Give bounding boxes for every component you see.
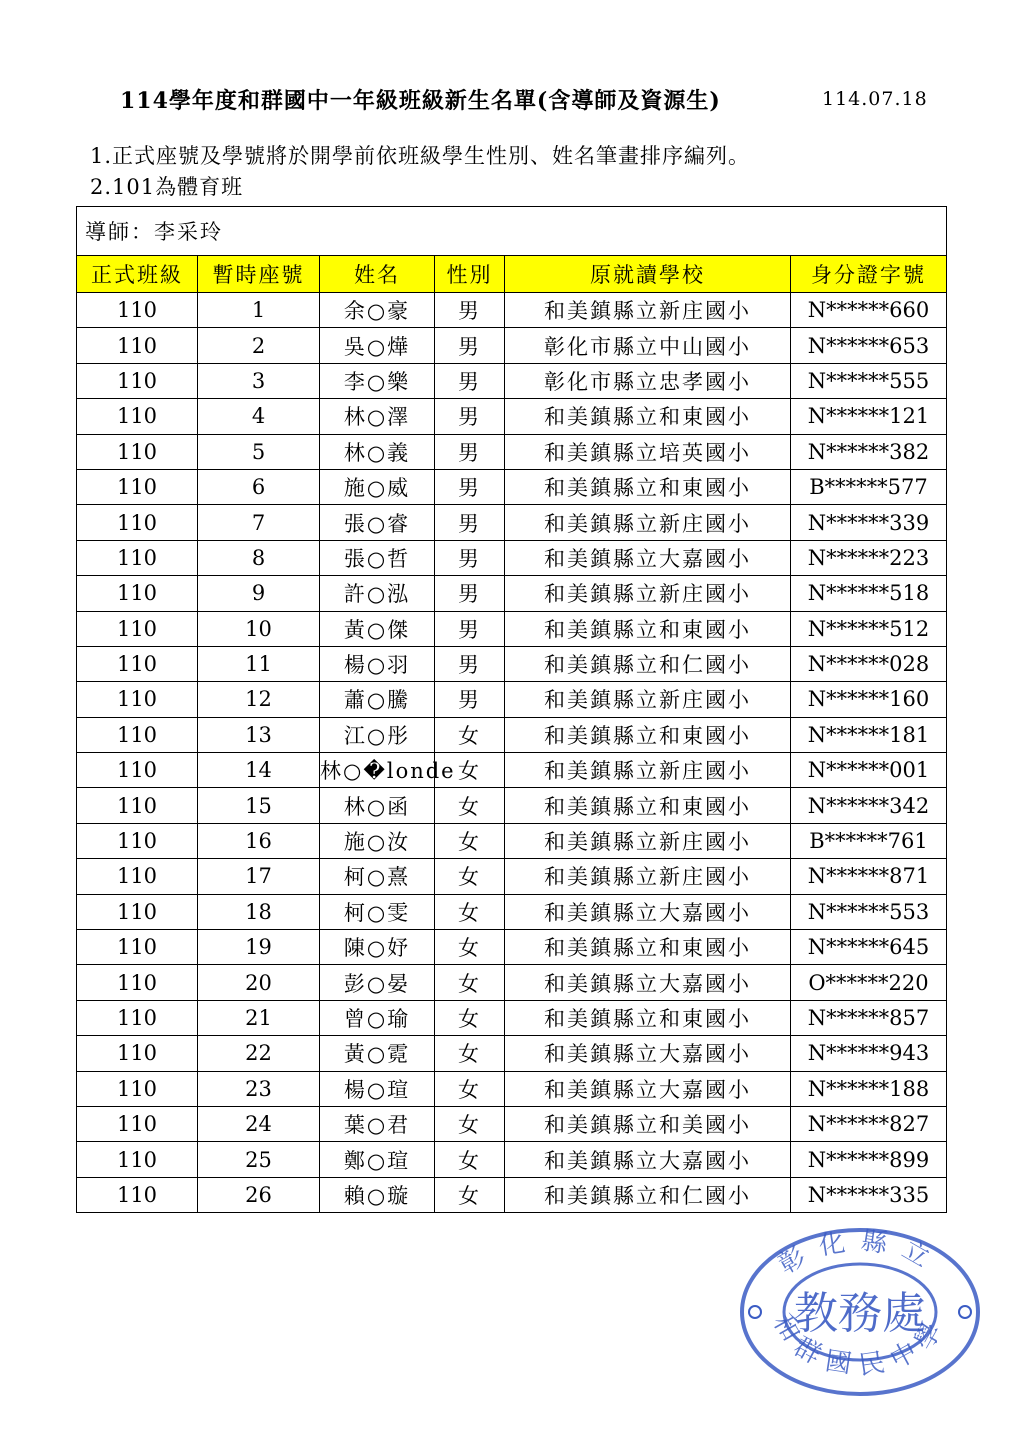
cell-id: N******121 bbox=[791, 399, 947, 434]
table-row bbox=[77, 1036, 947, 1071]
cell-school: 和美鎮縣立新庄國小 bbox=[505, 859, 791, 894]
cell-class: 110 bbox=[77, 1106, 198, 1141]
cell-id: N******645 bbox=[791, 930, 947, 965]
cell-id: N******553 bbox=[791, 894, 947, 929]
cell-name: 彭○晏 bbox=[320, 965, 435, 1000]
document-date: 114.07.18 bbox=[822, 88, 928, 110]
col-header-name: 姓名 bbox=[320, 256, 435, 293]
cell-name: 蕭○騰 bbox=[320, 682, 435, 717]
cell-school: 和美鎮縣立新庄國小 bbox=[505, 293, 791, 328]
cell-name: 施○汝 bbox=[320, 823, 435, 858]
office-seal-stamp bbox=[737, 1224, 983, 1400]
cell-gender: 男 bbox=[435, 646, 505, 681]
cell-temp-seat: 16 bbox=[198, 823, 320, 858]
cell-id: B******761 bbox=[791, 823, 947, 858]
cell-school: 和美鎮縣立大嘉國小 bbox=[505, 1071, 791, 1106]
cell-school: 和美鎮縣立和東國小 bbox=[505, 788, 791, 823]
cell-id: N******555 bbox=[791, 363, 947, 398]
col-header-school: 原就讀學校 bbox=[505, 256, 791, 293]
cell-gender: 女 bbox=[435, 965, 505, 1000]
cell-id: N******001 bbox=[791, 753, 947, 788]
cell-temp-seat: 18 bbox=[198, 894, 320, 929]
cell-name: 張○哲 bbox=[320, 540, 435, 575]
cell-temp-seat: 14 bbox=[198, 753, 320, 788]
cell-class: 110 bbox=[77, 576, 198, 611]
cell-gender: 男 bbox=[435, 434, 505, 469]
cell-gender: 女 bbox=[435, 788, 505, 823]
cell-gender: 女 bbox=[435, 823, 505, 858]
svg-text:彰化縣立: 彰化縣立 bbox=[773, 1225, 947, 1281]
cell-name: 葉○君 bbox=[320, 1106, 435, 1141]
cell-gender: 男 bbox=[435, 469, 505, 504]
table-row bbox=[77, 965, 947, 1000]
cell-gender: 男 bbox=[435, 505, 505, 540]
seal-center-text: 教務處 bbox=[794, 1288, 926, 1339]
cell-school: 和美鎮縣立大嘉國小 bbox=[505, 1036, 791, 1071]
cell-temp-seat: 13 bbox=[198, 717, 320, 752]
cell-gender: 男 bbox=[435, 328, 505, 363]
table-row bbox=[77, 717, 947, 752]
table-row bbox=[77, 682, 947, 717]
cell-gender: 女 bbox=[435, 930, 505, 965]
table-row bbox=[77, 293, 947, 328]
cell-temp-seat: 11 bbox=[198, 646, 320, 681]
cell-gender: 女 bbox=[435, 859, 505, 894]
cell-school: 和美鎮縣立和仁國小 bbox=[505, 1177, 791, 1212]
cell-name: 柯○熹 bbox=[320, 859, 435, 894]
cell-id: O******220 bbox=[791, 965, 947, 1000]
cell-class: 110 bbox=[77, 646, 198, 681]
cell-gender: 男 bbox=[435, 540, 505, 575]
teacher-row bbox=[77, 207, 947, 256]
cell-school: 和美鎮縣立大嘉國小 bbox=[505, 965, 791, 1000]
cell-class: 110 bbox=[77, 859, 198, 894]
cell-temp-seat: 1 bbox=[198, 293, 320, 328]
cell-name: 黃○霓 bbox=[320, 1036, 435, 1071]
cell-name: 黃○傑 bbox=[320, 611, 435, 646]
table-row bbox=[77, 859, 947, 894]
table-row bbox=[77, 505, 947, 540]
cell-temp-seat: 26 bbox=[198, 1177, 320, 1212]
cell-name: 鄭○瑄 bbox=[320, 1142, 435, 1177]
cell-id: N******857 bbox=[791, 1000, 947, 1035]
cell-name: 陳○妤 bbox=[320, 930, 435, 965]
cell-class: 110 bbox=[77, 505, 198, 540]
cell-temp-seat: 6 bbox=[198, 469, 320, 504]
cell-temp-seat: 8 bbox=[198, 540, 320, 575]
cell-school: 和美鎮縣立和美國小 bbox=[505, 1106, 791, 1141]
cell-name: 林○函 bbox=[320, 788, 435, 823]
table-header-row bbox=[77, 256, 947, 293]
cell-id: N******339 bbox=[791, 505, 947, 540]
cell-class: 110 bbox=[77, 540, 198, 575]
cell-school: 和美鎮縣立和東國小 bbox=[505, 399, 791, 434]
cell-id: N******518 bbox=[791, 576, 947, 611]
cell-class: 110 bbox=[77, 717, 198, 752]
cell-temp-seat: 25 bbox=[198, 1142, 320, 1177]
col-header-gender: 性別 bbox=[435, 256, 505, 293]
col-header-class: 正式班級 bbox=[77, 256, 198, 293]
cell-school: 和美鎮縣立和東國小 bbox=[505, 717, 791, 752]
cell-class: 110 bbox=[77, 611, 198, 646]
cell-school: 和美鎮縣立和東國小 bbox=[505, 930, 791, 965]
cell-gender: 女 bbox=[435, 1177, 505, 1212]
student-roster-table bbox=[76, 206, 947, 1213]
table-row bbox=[77, 646, 947, 681]
cell-name: 吳○燁 bbox=[320, 328, 435, 363]
cell-school: 彰化市縣立忠孝國小 bbox=[505, 363, 791, 398]
cell-class: 110 bbox=[77, 328, 198, 363]
cell-school: 和美鎮縣立新庄國小 bbox=[505, 682, 791, 717]
cell-id: B******577 bbox=[791, 469, 947, 504]
cell-name: 賴○璇 bbox=[320, 1177, 435, 1212]
table-row bbox=[77, 753, 947, 788]
cell-gender: 男 bbox=[435, 682, 505, 717]
cell-temp-seat: 12 bbox=[198, 682, 320, 717]
cell-temp-seat: 10 bbox=[198, 611, 320, 646]
cell-id: N******342 bbox=[791, 788, 947, 823]
cell-gender: 女 bbox=[435, 1071, 505, 1106]
table-row bbox=[77, 894, 947, 929]
cell-temp-seat: 3 bbox=[198, 363, 320, 398]
table-row bbox=[77, 930, 947, 965]
cell-school: 和美鎮縣立大嘉國小 bbox=[505, 1142, 791, 1177]
cell-gender: 男 bbox=[435, 399, 505, 434]
cell-name: 林○�londe bbox=[320, 753, 435, 788]
cell-class: 110 bbox=[77, 293, 198, 328]
table-row bbox=[77, 540, 947, 575]
cell-class: 110 bbox=[77, 1177, 198, 1212]
cell-name: 施○威 bbox=[320, 469, 435, 504]
cell-id: N******827 bbox=[791, 1106, 947, 1141]
table-row bbox=[77, 363, 947, 398]
cell-id: N******335 bbox=[791, 1177, 947, 1212]
cell-class: 110 bbox=[77, 894, 198, 929]
cell-gender: 男 bbox=[435, 576, 505, 611]
cell-temp-seat: 15 bbox=[198, 788, 320, 823]
cell-gender: 男 bbox=[435, 293, 505, 328]
cell-gender: 男 bbox=[435, 363, 505, 398]
cell-gender: 女 bbox=[435, 1000, 505, 1035]
table-row bbox=[77, 1142, 947, 1177]
cell-name: 李○樂 bbox=[320, 363, 435, 398]
cell-school: 和美鎮縣立大嘉國小 bbox=[505, 894, 791, 929]
cell-name: 林○義 bbox=[320, 434, 435, 469]
cell-class: 110 bbox=[77, 1036, 198, 1071]
cell-class: 110 bbox=[77, 434, 198, 469]
table-row bbox=[77, 399, 947, 434]
table-row bbox=[77, 434, 947, 469]
cell-id: N******943 bbox=[791, 1036, 947, 1071]
cell-school: 和美鎮縣立新庄國小 bbox=[505, 823, 791, 858]
cell-class: 110 bbox=[77, 1000, 198, 1035]
cell-school: 和美鎮縣立新庄國小 bbox=[505, 753, 791, 788]
cell-class: 110 bbox=[77, 469, 198, 504]
cell-temp-seat: 22 bbox=[198, 1036, 320, 1071]
teacher-name: 導師：李采玲 bbox=[77, 207, 947, 256]
table-row bbox=[77, 328, 947, 363]
cell-name: 林○澤 bbox=[320, 399, 435, 434]
cell-gender: 女 bbox=[435, 753, 505, 788]
col-header-temp-seat: 暫時座號 bbox=[198, 256, 320, 293]
cell-class: 110 bbox=[77, 753, 198, 788]
col-header-id: 身分證字號 bbox=[791, 256, 947, 293]
document-title: 114學年度和群國中一年級班級新生名單(含導師及資源生) bbox=[120, 88, 721, 114]
cell-temp-seat: 20 bbox=[198, 965, 320, 1000]
cell-name: 江○彤 bbox=[320, 717, 435, 752]
cell-school: 彰化市縣立中山國小 bbox=[505, 328, 791, 363]
cell-id: N******223 bbox=[791, 540, 947, 575]
svg-text:和群國民中學: 和群國民中學 bbox=[766, 1309, 954, 1382]
cell-class: 110 bbox=[77, 399, 198, 434]
cell-class: 110 bbox=[77, 823, 198, 858]
cell-class: 110 bbox=[77, 1071, 198, 1106]
table-row bbox=[77, 788, 947, 823]
cell-name: 曾○瑜 bbox=[320, 1000, 435, 1035]
table-row bbox=[77, 1071, 947, 1106]
cell-temp-seat: 7 bbox=[198, 505, 320, 540]
cell-name: 許○泓 bbox=[320, 576, 435, 611]
table-row bbox=[77, 611, 947, 646]
cell-id: N******382 bbox=[791, 434, 947, 469]
cell-id: N******512 bbox=[791, 611, 947, 646]
cell-class: 110 bbox=[77, 1142, 198, 1177]
cell-class: 110 bbox=[77, 363, 198, 398]
cell-gender: 男 bbox=[435, 611, 505, 646]
cell-gender: 女 bbox=[435, 717, 505, 752]
cell-gender: 女 bbox=[435, 1036, 505, 1071]
cell-temp-seat: 4 bbox=[198, 399, 320, 434]
table-row bbox=[77, 1000, 947, 1035]
note-1: 1.正式座號及學號將於開學前依班級學生性別、姓名筆畫排序編列。 bbox=[90, 144, 751, 168]
cell-temp-seat: 9 bbox=[198, 576, 320, 611]
cell-id: N******871 bbox=[791, 859, 947, 894]
cell-gender: 女 bbox=[435, 1142, 505, 1177]
table-row bbox=[77, 823, 947, 858]
table-row bbox=[77, 1106, 947, 1141]
cell-temp-seat: 5 bbox=[198, 434, 320, 469]
cell-name: 楊○羽 bbox=[320, 646, 435, 681]
cell-gender: 女 bbox=[435, 1106, 505, 1141]
cell-school: 和美鎮縣立和東國小 bbox=[505, 469, 791, 504]
cell-class: 110 bbox=[77, 788, 198, 823]
cell-name: 楊○瑄 bbox=[320, 1071, 435, 1106]
cell-temp-seat: 21 bbox=[198, 1000, 320, 1035]
cell-temp-seat: 17 bbox=[198, 859, 320, 894]
note-2: 2.101為體育班 bbox=[90, 175, 244, 199]
cell-id: N******653 bbox=[791, 328, 947, 363]
cell-temp-seat: 23 bbox=[198, 1071, 320, 1106]
cell-class: 110 bbox=[77, 930, 198, 965]
cell-name: 余○豪 bbox=[320, 293, 435, 328]
table-row bbox=[77, 576, 947, 611]
cell-id: N******028 bbox=[791, 646, 947, 681]
cell-school: 和美鎮縣立培英國小 bbox=[505, 434, 791, 469]
table-row bbox=[77, 469, 947, 504]
cell-school: 和美鎮縣立和仁國小 bbox=[505, 646, 791, 681]
cell-id: N******188 bbox=[791, 1071, 947, 1106]
cell-id: N******181 bbox=[791, 717, 947, 752]
cell-id: N******160 bbox=[791, 682, 947, 717]
cell-school: 和美鎮縣立新庄國小 bbox=[505, 505, 791, 540]
cell-id: N******899 bbox=[791, 1142, 947, 1177]
cell-temp-seat: 24 bbox=[198, 1106, 320, 1141]
cell-school: 和美鎮縣立和東國小 bbox=[505, 1000, 791, 1035]
cell-school: 和美鎮縣立新庄國小 bbox=[505, 576, 791, 611]
cell-temp-seat: 2 bbox=[198, 328, 320, 363]
cell-school: 和美鎮縣立和東國小 bbox=[505, 611, 791, 646]
cell-temp-seat: 19 bbox=[198, 930, 320, 965]
cell-class: 110 bbox=[77, 682, 198, 717]
table-row bbox=[77, 1177, 947, 1212]
cell-class: 110 bbox=[77, 965, 198, 1000]
cell-name: 柯○雯 bbox=[320, 894, 435, 929]
cell-id: N******660 bbox=[791, 293, 947, 328]
cell-name: 張○睿 bbox=[320, 505, 435, 540]
cell-school: 和美鎮縣立大嘉國小 bbox=[505, 540, 791, 575]
cell-gender: 女 bbox=[435, 894, 505, 929]
